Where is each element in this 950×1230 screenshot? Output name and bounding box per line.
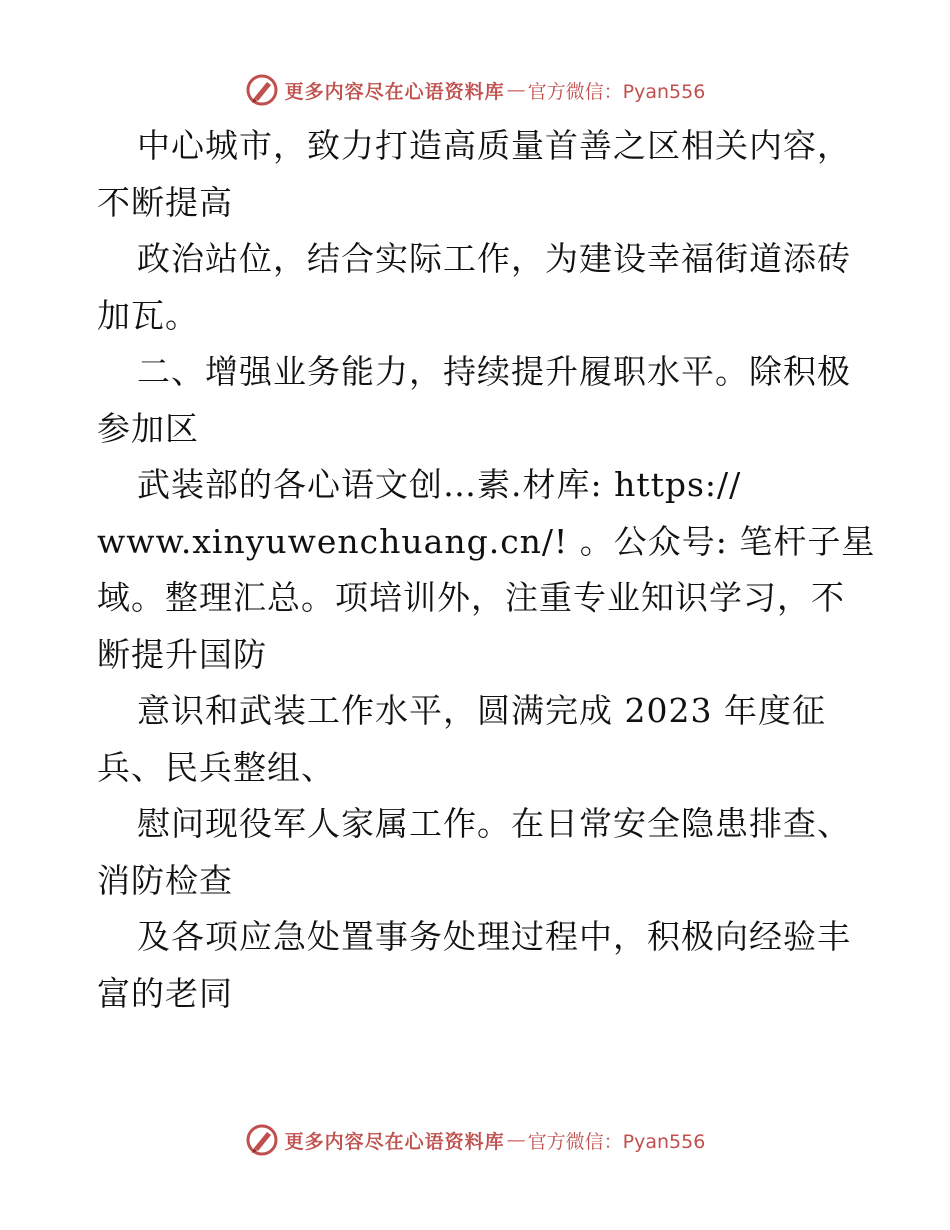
text-line: 政治站位，结合实际工作，为建设幸福街道添砖 — [137, 239, 851, 278]
text-line: 中心城市，致力打造高质量首善之区相关内容， — [137, 126, 851, 165]
text-line: 参加区 — [97, 408, 199, 448]
text-line: 兵、民兵整组、 — [97, 747, 335, 787]
pen-logo-icon — [245, 73, 279, 107]
banner-separator: — — [506, 79, 526, 101]
text-line: 二、增强业务能力，持续提升履职水平。除积极 — [137, 352, 851, 391]
banner-text: 更多内容尽在心语资料库 — [284, 80, 505, 103]
text-line: 断提升国防 — [97, 634, 267, 674]
text-line: 意识和武装工作水平，圆满完成 2023 年度征 — [137, 691, 826, 730]
banner-wechat: 官方微信：Pyan556 — [527, 1130, 706, 1153]
text-line: www.xinyuwenchuang.cn/! 。公众号: 笔杆子星 — [97, 521, 876, 561]
text-line: 及各项应急处置事务处理过程中，积极向经验丰 — [137, 917, 851, 956]
text-line: 加瓦。 — [97, 295, 199, 335]
text-line: 不断提高 — [97, 182, 233, 222]
banner-separator: — — [506, 1129, 526, 1151]
header-banner — [0, 70, 950, 110]
text-line: 富的老同 — [97, 973, 233, 1013]
text-line: 武装部的各心语文创…素.材库: https:// — [137, 465, 742, 504]
text-line: 消防检查 — [97, 860, 233, 900]
document-body — [97, 118, 877, 1022]
banner-wechat: 官方微信：Pyan556 — [527, 80, 706, 103]
footer-banner — [0, 1120, 950, 1160]
text-line: 慰问现役军人家属工作。在日常安全隐患排查、 — [137, 804, 851, 843]
banner-text: 更多内容尽在心语资料库 — [284, 1130, 505, 1153]
pen-logo-icon — [245, 1123, 279, 1157]
text-line: 域。整理汇总。项培训外，注重专业知识学习，不 — [97, 578, 845, 617]
